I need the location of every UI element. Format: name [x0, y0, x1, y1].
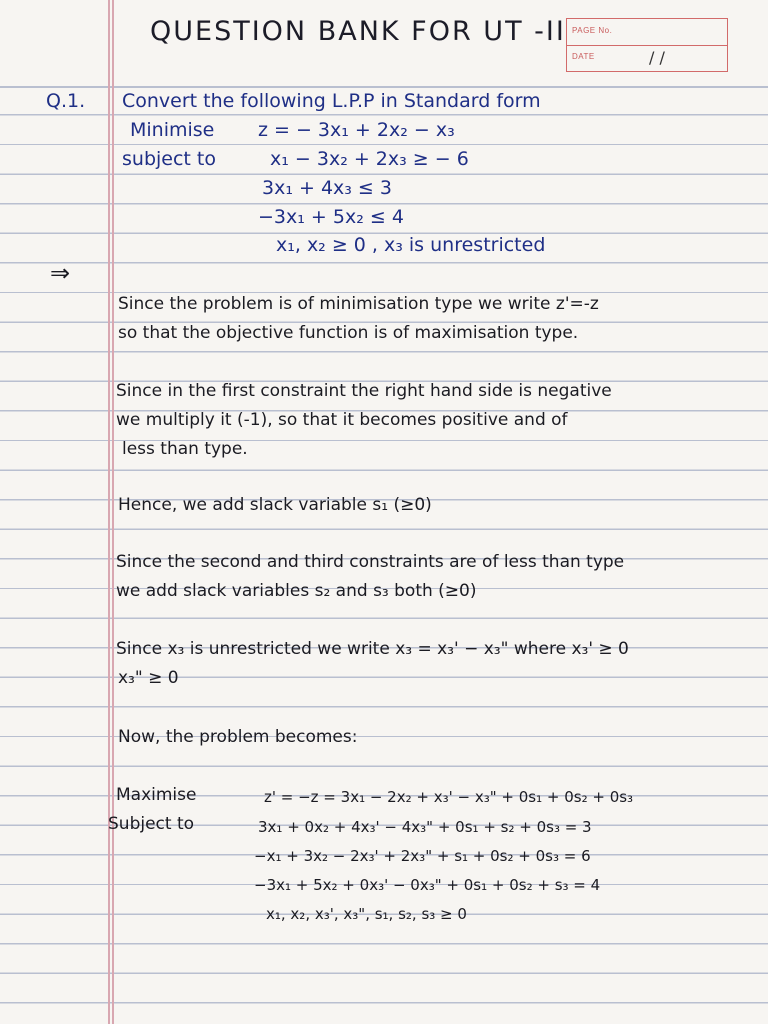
date-value: / /: [649, 48, 665, 67]
final-objective: z' = −z = 3x₁ − 2x₂ + x₃' − x₃" + 0s₁ + 0s₂ + 0s₃: [264, 788, 634, 806]
final-subject-label: Subject to: [108, 814, 195, 834]
final-nonnegativity: x₁, x₂, x₃', x₃", s₁, s₂, s₃ ≥ 0: [266, 905, 467, 923]
date-row: [567, 45, 727, 71]
question-prompt: Convert the following L.P.P in Standard form: [122, 90, 541, 112]
date-label: DATE: [572, 52, 595, 61]
page-title: QUESTION BANK FOR UT -II: [150, 16, 566, 47]
constraint-1: x₁ − 3x₂ + 2x₃ ≥ − 6: [270, 148, 469, 170]
answer-line-7: Since the second and third constraints are of less than type: [116, 552, 625, 572]
final-constraint-1: 3x₁ + 0x₂ + 4x₃' − 4x₃" + 0s₁ + s₂ + 0s₃ = 3: [258, 818, 592, 836]
page-date-stamp: [566, 18, 728, 72]
answer-line-9: Since x₃ is unrestricted we write x₃ = x₃' − x₃" where x₃' ≥ 0: [116, 639, 629, 659]
answer-arrow: ⇒: [50, 259, 71, 287]
constraint-3: −3x₁ + 5x₂ ≤ 4: [258, 206, 404, 228]
margin-line-left: [108, 0, 110, 1024]
final-constraint-2: −x₁ + 3x₂ − 2x₃' + 2x₃" + s₁ + 0s₂ + 0s₃ = 6: [254, 847, 591, 865]
header-rule: [0, 86, 768, 88]
answer-line-4: we multiply it (-1), so that it becomes positive and of: [116, 410, 568, 430]
page-number-row: [567, 19, 727, 46]
constraint-4: x₁, x₂ ≥ 0 , x₃ is unrestricted: [276, 234, 546, 256]
answer-line-11: Now, the problem becomes:: [118, 727, 358, 747]
answer-line-2: so that the objective function is of maximisation type.: [118, 323, 579, 343]
maximise-label: Maximise: [116, 785, 197, 805]
answer-line-8: we add slack variables s₂ and s₃ both (≥0): [116, 581, 477, 601]
final-constraint-3: −3x₁ + 5x₂ + 0x₃' − 0x₃" + 0s₁ + 0s₂ + s₃ = 4: [254, 876, 601, 894]
question-number: Q.1.: [46, 90, 86, 112]
answer-line-5: less than type.: [122, 439, 248, 459]
objective-function: z = − 3x₁ + 2x₂ − x₃: [258, 119, 455, 141]
answer-line-3: Since in the first constraint the right hand side is negative: [116, 381, 612, 401]
objective-label: Minimise: [130, 119, 215, 141]
answer-line-6: Hence, we add slack variable s₁ (≥0): [118, 495, 432, 515]
subject-to-label: subject to: [122, 148, 216, 170]
answer-line-1: Since the problem is of minimisation type we write z'=-z: [118, 294, 599, 314]
answer-line-10: x₃" ≥ 0: [118, 668, 179, 688]
page-number-label: PAGE No.: [572, 26, 613, 35]
constraint-2: 3x₁ + 4x₃ ≤ 3: [262, 177, 392, 199]
margin-line-left-2: [112, 0, 114, 1024]
